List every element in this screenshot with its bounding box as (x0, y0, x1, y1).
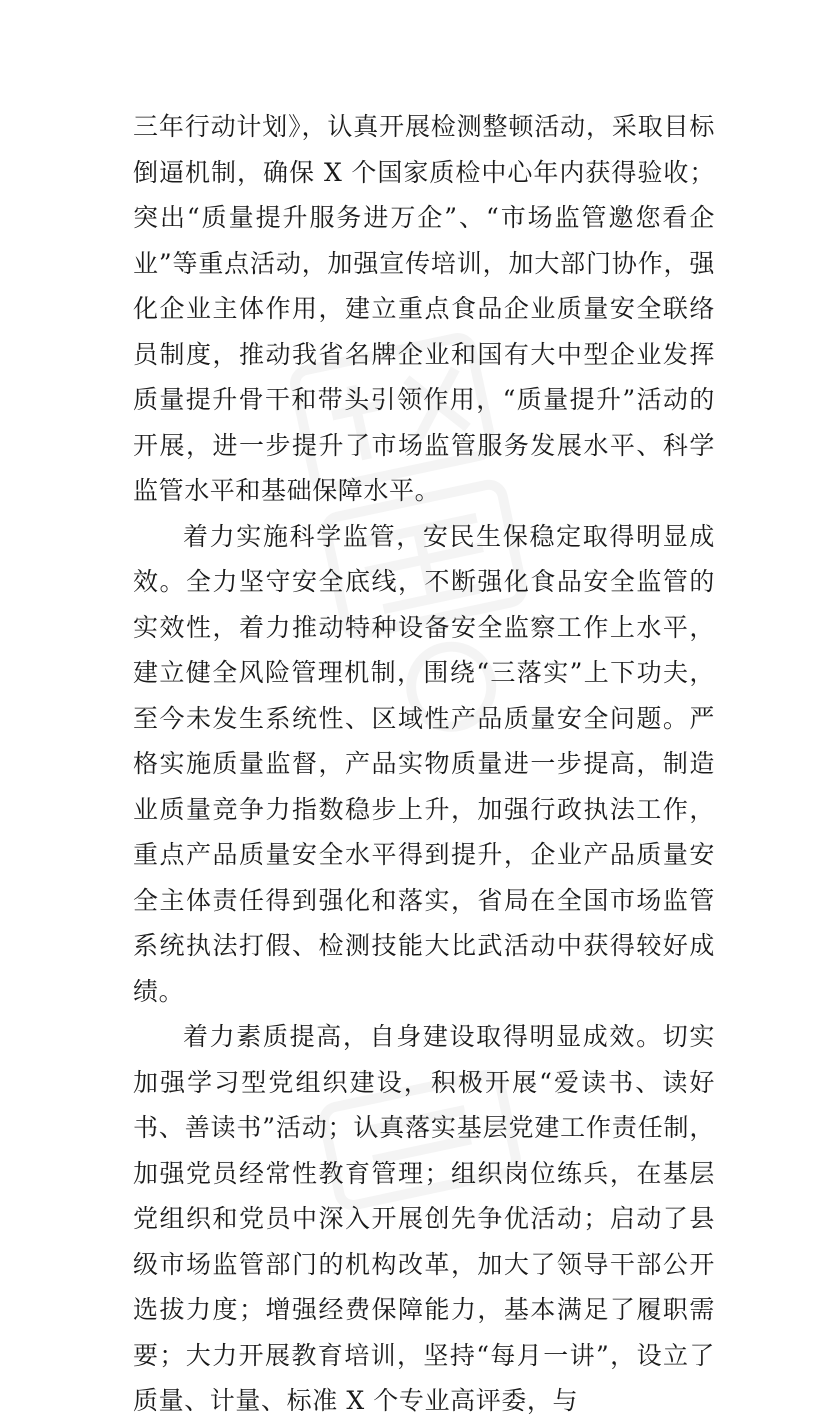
paragraph-2: 着力实施科学监管，安民生保稳定取得明显成效。全力坚守安全底线，不断强化食品安全监管的实效性，着力推动特种设备安全监察工作上水平，建立健全风险管理机制，围绕“三落实”上下功夫，至今未发生系统性、区域性产品质量安全问题。严格实施质量监督，产品实物质量进一步提高，制造业质量竞争力指数稳步上升，加强行政执法工作，重点产品质量安全水平得到提升，企业产品质量安全主体责任得到强化和落实，省局在全国市场监管系统执法打假、检测技能大比武活动中获得较好成绩。 (133, 521, 715, 1006)
paragraph-1: 三年行动计划》，认真开展检测整顿活动，采取目标倒逼机制，确保 X 个国家质检中心年内获得验收；突出“质量提升服务进万企”、“市场监管邀您看企业”等重点活动，加强宣传培训，加大部门协作，强化企业主体作用，建立重点食品企业质量安全联络员制度，推动我省名牌企业和国有大中型企业发挥质量提升骨干和带头引领作用，“质量提升”活动的开展，进一步提升了市场监管服务发展水平、科学监管水平和基础保障水平。 (133, 112, 715, 505)
document-body (133, 104, 715, 1424)
paragraph-3: 着力素质提高，自身建设取得明显成效。切实加强学习型党组织建设，积极开展“爱读书、读好书、善读书”活动；认真落实基层党建工作责任制，加强党员经常性教育管理；组织岗位练兵，在基层党组织和党员中深入开展创先争优活动；启动了县级市场监管部门的机构改革，加大了领导干部公开选拔力度；增强经费保障能力，基本满足了履职需要；大力开展教育培训，坚持“每月一讲”，设立了质量、计量、标准 X 个专业高评委，与 (133, 1022, 715, 1415)
